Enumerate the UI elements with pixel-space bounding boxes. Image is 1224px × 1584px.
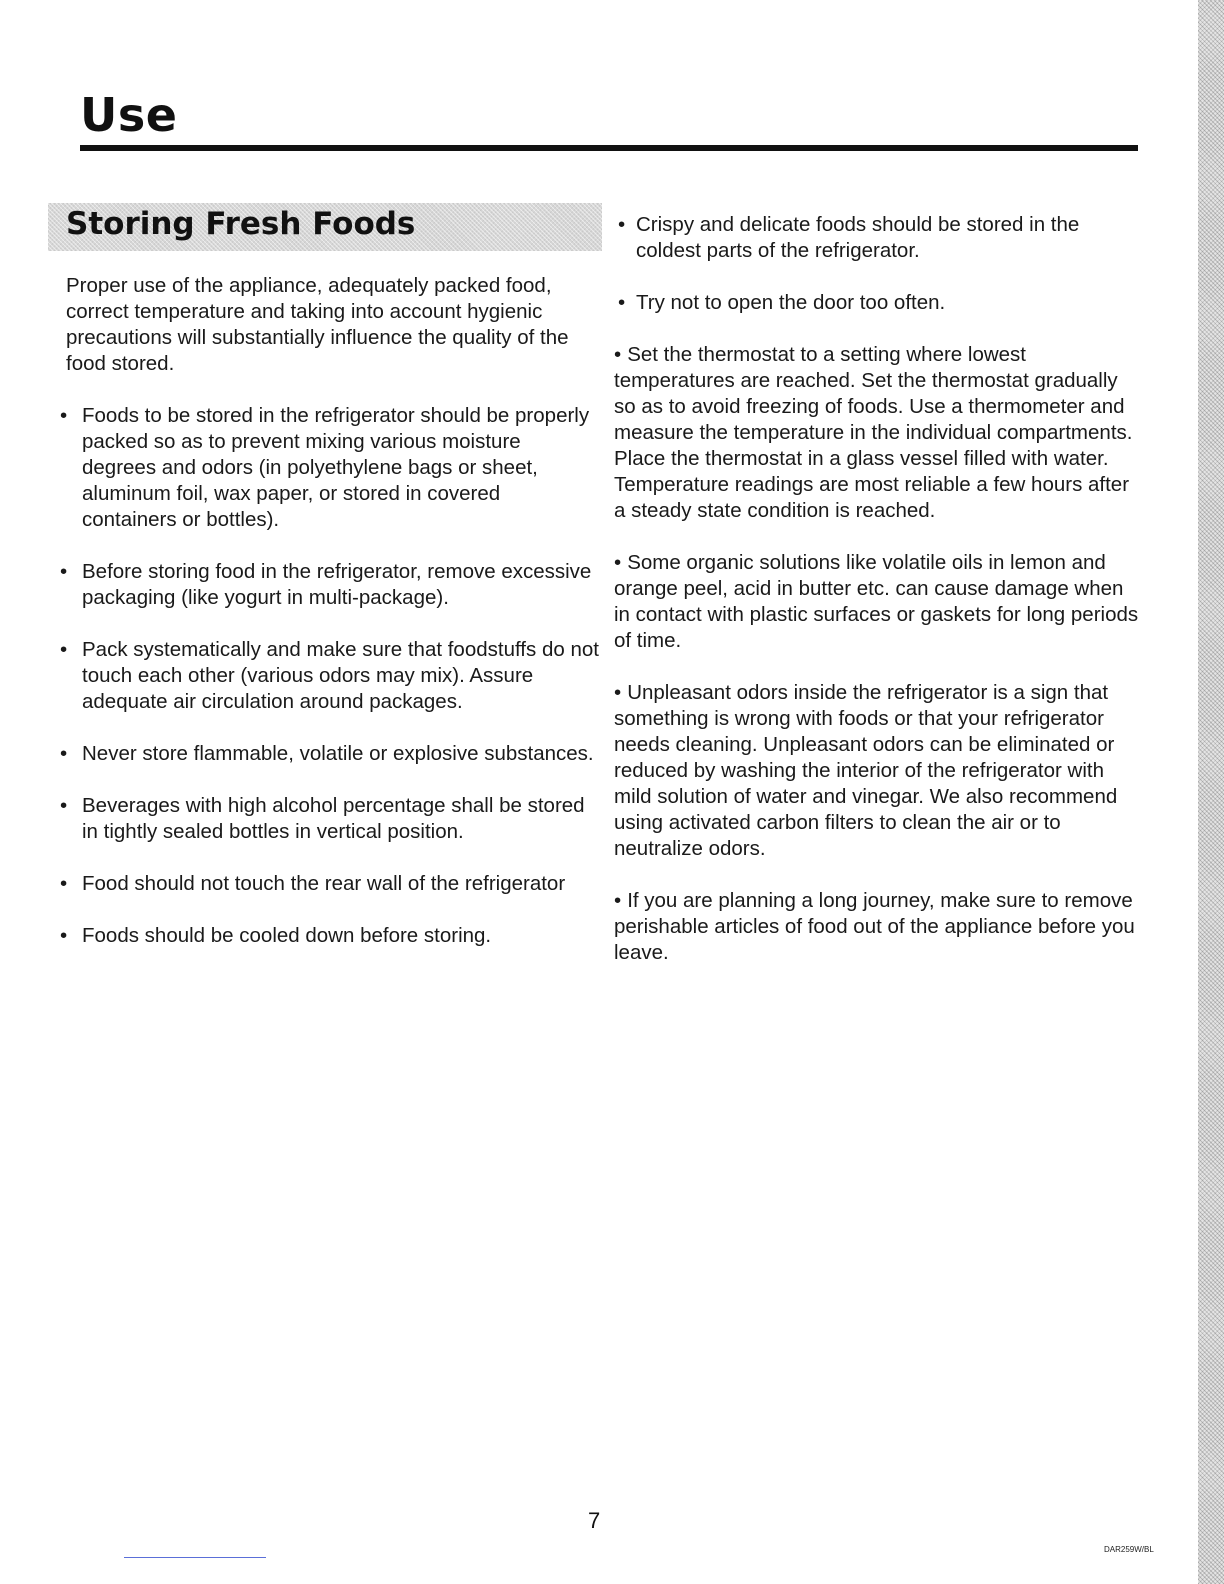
list-item: • Pack systematically and make sure that foodstuffs do not touch each other (various odors may mix). Assure adequate air circulation around packages. xyxy=(60,638,599,713)
bullet-icon: • xyxy=(614,889,622,912)
section-heading: Storing Fresh Foods xyxy=(66,206,416,242)
list-item: • Beverages with high alcohol percentage shall be stored in tightly sealed bottles in vertical position. xyxy=(60,794,585,843)
list-item: • Food should not touch the rear wall of the refrigerator xyxy=(60,872,566,895)
list-item: • If you are planning a long journey, make sure to remove perishable articles of food out of the appliance before you leave. xyxy=(614,889,1135,964)
list-item: • Foods should be cooled down before storing. xyxy=(60,924,492,947)
list-item: • Before storing food in the refrigerator, remove excessive packaging (like yogurt in multi-package). xyxy=(60,560,592,609)
right-column xyxy=(614,212,1144,992)
list-item: • Foods to be stored in the refrigerator should be properly packed so as to prevent mixing various moisture degrees and odors (in polyethylene bags or sheet, aluminum foil, wax paper, or stored in covered containers or bottles). xyxy=(60,404,590,531)
bullet-icon: • xyxy=(60,924,68,947)
bullet-icon: • xyxy=(614,681,622,704)
page-title: Use xyxy=(80,88,178,142)
list-item: • Some organic solutions like volatile oils in lemon and orange peel, acid in butter etc. can cause damage when in contact with plastic surfaces or gaskets for long periods of time. xyxy=(614,551,1139,652)
bullet-icon: • xyxy=(614,343,622,366)
bullet-icon: • xyxy=(60,560,68,583)
bullet-icon: • xyxy=(618,291,626,314)
scan-edge-strip xyxy=(1198,0,1224,1584)
bullet-icon: • xyxy=(614,551,622,574)
right-bullet-list xyxy=(614,212,1144,966)
list-item: • Never store flammable, volatile or explosive substances. xyxy=(60,742,594,765)
footer-line xyxy=(124,1557,266,1558)
left-column xyxy=(60,273,600,975)
list-item: • Set the thermostat to a setting where lowest temperatures are reached. Set the thermostat gradually so as to avoid freezing of foods. Use a thermometer and measure the temperature in the individual compartments. Place the thermostat in a glass vessel filled with water. Temperature readings are most reliable a few hours after a steady state condition is reached. xyxy=(614,343,1133,522)
page-number: 7 xyxy=(588,1508,601,1533)
intro-paragraph: Proper use of the appliance, adequately packed food, correct temperature and taking into account hygienic precautions will substantially influence the quality of the food stored. xyxy=(66,274,569,375)
left-bullet-list xyxy=(60,403,600,949)
list-item: • Try not to open the door too often. xyxy=(618,291,946,314)
bullet-icon: • xyxy=(60,742,68,765)
bullet-icon: • xyxy=(60,872,68,895)
bullet-icon: • xyxy=(60,794,68,817)
bullet-icon: • xyxy=(60,638,68,661)
model-code: DAR259W/BL xyxy=(1104,1545,1154,1554)
list-item: • Unpleasant odors inside the refrigerator is a sign that something is wrong with foods or that your refrigerator needs cleaning. Unpleasant odors can be eliminated or reduced by washing the interior of the refrigerator with mild solution of water and vinegar. We also recommend using activated carbon filters to clean the air or to neutralize odors. xyxy=(614,681,1118,860)
bullet-icon: • xyxy=(60,404,68,427)
list-item: • Crispy and delicate foods should be stored in the coldest parts of the refrigerator. xyxy=(618,213,1080,262)
title-rule xyxy=(80,145,1138,151)
bullet-icon: • xyxy=(618,213,626,236)
